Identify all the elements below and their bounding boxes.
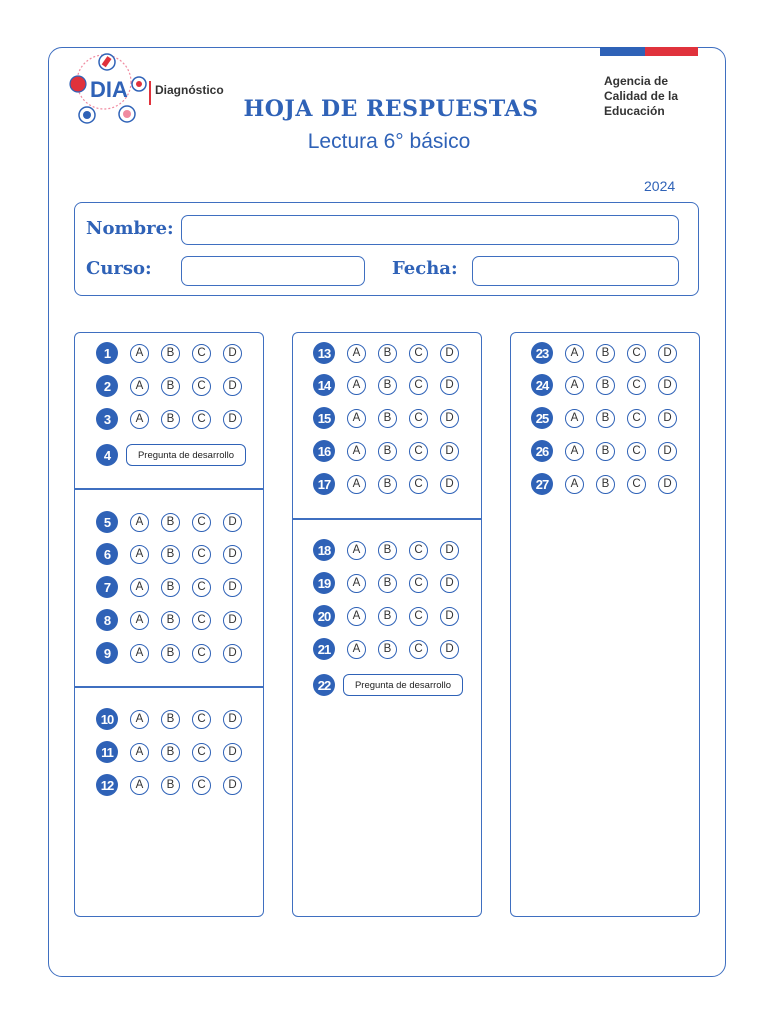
question-row [96,774,242,796]
answer-bubble-c[interactable]: C [627,475,646,494]
answer-bubble-d[interactable]: D [440,574,459,593]
agency-line-1: Agencia de [604,74,669,88]
question-row [313,572,459,594]
agency-line-2: Calidad de la [604,89,679,103]
course-field[interactable] [181,256,365,286]
answer-bubble-d[interactable]: D [223,377,242,396]
question-number: 14 [313,374,335,396]
question-number: 23 [531,342,553,364]
answer-bubble-a[interactable]: A [130,344,149,363]
answer-bubble-a[interactable]: A [347,574,366,593]
answer-bubble-c[interactable]: C [192,644,211,663]
question-row [313,674,463,696]
question-row [313,605,459,627]
question-number: 27 [531,473,553,495]
question-row [96,708,242,730]
answer-bubble-b[interactable]: B [378,607,397,626]
page-subtitle [0,130,768,154]
answer-bubble-d[interactable]: D [440,607,459,626]
answer-bubble-a[interactable]: A [130,776,149,795]
brand-name: Diagnóstico [155,83,224,97]
answer-bubble-b[interactable]: B [596,409,615,428]
answer-bubble-c[interactable]: C [627,344,646,363]
question-row [96,408,242,430]
question-number: 6 [96,543,118,565]
answer-bubble-d[interactable]: D [440,475,459,494]
question-row [531,407,677,429]
answer-bubble-a[interactable]: A [347,640,366,659]
question-row [96,375,242,397]
answer-bubble-d[interactable]: D [440,442,459,461]
answer-bubble-d[interactable]: D [223,578,242,597]
question-row [531,374,677,396]
answer-bubble-d[interactable]: D [223,743,242,762]
answer-bubble-d[interactable]: D [223,611,242,630]
name-label: Nombre: [86,218,174,239]
answer-bubble-b[interactable]: B [378,442,397,461]
answer-bubble-b[interactable]: B [161,410,180,429]
answer-bubble-b[interactable]: B [596,344,615,363]
course-label: Curso: [86,258,152,279]
question-number: 10 [96,708,118,730]
question-number: 24 [531,374,553,396]
question-number: 3 [96,408,118,430]
answer-bubble-a[interactable]: A [347,409,366,428]
answer-bubble-a[interactable]: A [130,410,149,429]
question-row [96,444,246,466]
answer-bubble-b[interactable]: B [596,376,615,395]
answer-bubble-d[interactable]: D [658,475,677,494]
answer-bubble-b[interactable]: B [378,344,397,363]
question-number: 16 [313,440,335,462]
answer-bubble-b[interactable]: B [161,545,180,564]
answer-bubble-b[interactable]: B [161,710,180,729]
answer-bubble-c[interactable]: C [192,513,211,532]
question-row [96,543,242,565]
answer-bubble-a[interactable]: A [130,545,149,564]
question-number: 19 [313,572,335,594]
answer-bubble-a[interactable]: A [130,611,149,630]
answer-bubble-b[interactable]: B [378,574,397,593]
flag-stripe-blue [600,47,645,56]
date-label: Fecha: [392,258,458,279]
question-number: 20 [313,605,335,627]
question-row [313,374,459,396]
question-row [96,609,242,631]
question-row [313,638,459,660]
question-number: 13 [313,342,335,364]
answer-bubble-d[interactable]: D [440,409,459,428]
question-row [313,342,459,364]
page-title-text: HOJA DE RESPUESTAS [243,96,539,122]
question-number: 8 [96,609,118,631]
answer-bubble-d[interactable]: D [440,376,459,395]
answer-bubble-a[interactable]: A [347,442,366,461]
question-row [96,576,242,598]
answer-bubble-a[interactable]: A [565,475,584,494]
answer-bubble-b[interactable]: B [378,541,397,560]
answer-bubble-c[interactable]: C [409,409,428,428]
year: 2024 [644,178,676,194]
answer-bubble-a[interactable]: A [347,376,366,395]
answer-bubble-a[interactable]: A [130,644,149,663]
question-row [96,342,242,364]
answer-bubble-a[interactable]: A [130,377,149,396]
date-field[interactable] [472,256,679,286]
question-number: 12 [96,774,118,796]
question-number: 22 [313,674,335,696]
open-question-label: Pregunta de desarrollo [126,444,246,466]
question-number: 7 [96,576,118,598]
answer-bubble-c[interactable]: C [627,442,646,461]
answer-bubble-d[interactable]: D [223,513,242,532]
answer-bubble-a[interactable]: A [130,743,149,762]
answer-bubble-b[interactable]: B [161,644,180,663]
answer-bubble-c[interactable]: C [409,640,428,659]
answer-bubble-a[interactable]: A [347,607,366,626]
answer-bubble-d[interactable]: D [223,710,242,729]
question-number: 11 [96,741,118,763]
answer-bubble-c[interactable]: C [409,475,428,494]
question-number: 1 [96,342,118,364]
agency-line-3: Educación [604,104,665,118]
agency-name [604,74,678,119]
question-number: 21 [313,638,335,660]
question-row [96,511,242,533]
answer-bubble-c[interactable]: C [192,410,211,429]
answer-bubble-b[interactable]: B [161,743,180,762]
answer-bubble-c[interactable]: C [192,710,211,729]
question-number: 9 [96,642,118,664]
answer-bubble-d[interactable]: D [440,541,459,560]
answer-bubble-b[interactable]: B [378,409,397,428]
answer-bubble-d[interactable]: D [658,409,677,428]
answer-bubble-c[interactable]: C [409,344,428,363]
question-number: 4 [96,444,118,466]
question-number: 17 [313,473,335,495]
answer-bubble-c[interactable]: C [192,578,211,597]
answer-bubble-c[interactable]: C [409,607,428,626]
answer-bubble-a[interactable]: A [347,344,366,363]
answer-bubble-d[interactable]: D [223,776,242,795]
answer-bubble-a[interactable]: A [130,513,149,532]
answer-bubble-d[interactable]: D [223,344,242,363]
answer-bubble-a[interactable]: A [565,442,584,461]
answer-bubble-d[interactable]: D [658,344,677,363]
question-number: 5 [96,511,118,533]
name-field[interactable] [181,215,679,245]
answer-bubble-b[interactable]: B [378,640,397,659]
page-subtitle-text: Lectura 6° básico [307,130,471,153]
question-row [96,642,242,664]
section-divider [74,686,264,688]
question-number: 2 [96,375,118,397]
answer-bubble-d[interactable]: D [223,410,242,429]
answer-bubble-b[interactable]: B [596,442,615,461]
answer-bubble-b[interactable]: B [161,776,180,795]
question-row [531,342,677,364]
answer-bubble-c[interactable]: C [409,541,428,560]
answer-bubble-c[interactable]: C [627,376,646,395]
open-question-label: Pregunta de desarrollo [343,674,463,696]
answer-bubble-a[interactable]: A [130,710,149,729]
answer-bubble-c[interactable]: C [192,776,211,795]
question-row [313,473,459,495]
answer-bubble-d[interactable]: D [658,376,677,395]
answer-bubble-a[interactable]: A [347,541,366,560]
answer-bubble-b[interactable]: B [596,475,615,494]
section-divider [74,488,264,490]
answer-bubble-b[interactable]: B [161,344,180,363]
question-number: 15 [313,407,335,429]
answer-bubble-c[interactable]: C [192,743,211,762]
question-row [531,440,677,462]
answer-bubble-c[interactable]: C [627,409,646,428]
answer-bubble-b[interactable]: B [161,578,180,597]
answer-bubble-d[interactable]: D [658,442,677,461]
answer-bubble-d[interactable]: D [440,344,459,363]
question-row [313,440,459,462]
question-row [313,539,459,561]
answer-bubble-c[interactable]: C [409,376,428,395]
answer-bubble-c[interactable]: C [192,377,211,396]
answer-bubble-c[interactable]: C [192,545,211,564]
answer-bubble-b[interactable]: B [161,611,180,630]
question-row [313,407,459,429]
answer-bubble-a[interactable]: A [565,376,584,395]
answer-bubble-d[interactable]: D [223,545,242,564]
answer-bubble-d[interactable]: D [440,640,459,659]
flag-stripe-red [645,47,698,56]
answer-bubble-a[interactable]: A [565,409,584,428]
section-divider [292,518,482,520]
answer-bubble-c[interactable]: C [192,344,211,363]
question-number: 25 [531,407,553,429]
answer-bubble-a[interactable]: A [347,475,366,494]
answer-bubble-a[interactable]: A [130,578,149,597]
answer-bubble-b[interactable]: B [378,475,397,494]
answer-bubble-b[interactable]: B [161,513,180,532]
answer-bubble-b[interactable]: B [378,376,397,395]
question-number: 18 [313,539,335,561]
question-number: 26 [531,440,553,462]
answer-bubble-c[interactable]: C [192,611,211,630]
answer-bubble-d[interactable]: D [223,644,242,663]
question-row [96,741,242,763]
question-row [531,473,677,495]
answer-bubble-c[interactable]: C [409,574,428,593]
logo-text: DIA [90,77,128,102]
answer-bubble-b[interactable]: B [161,377,180,396]
answer-bubble-c[interactable]: C [409,442,428,461]
answer-bubble-a[interactable]: A [565,344,584,363]
